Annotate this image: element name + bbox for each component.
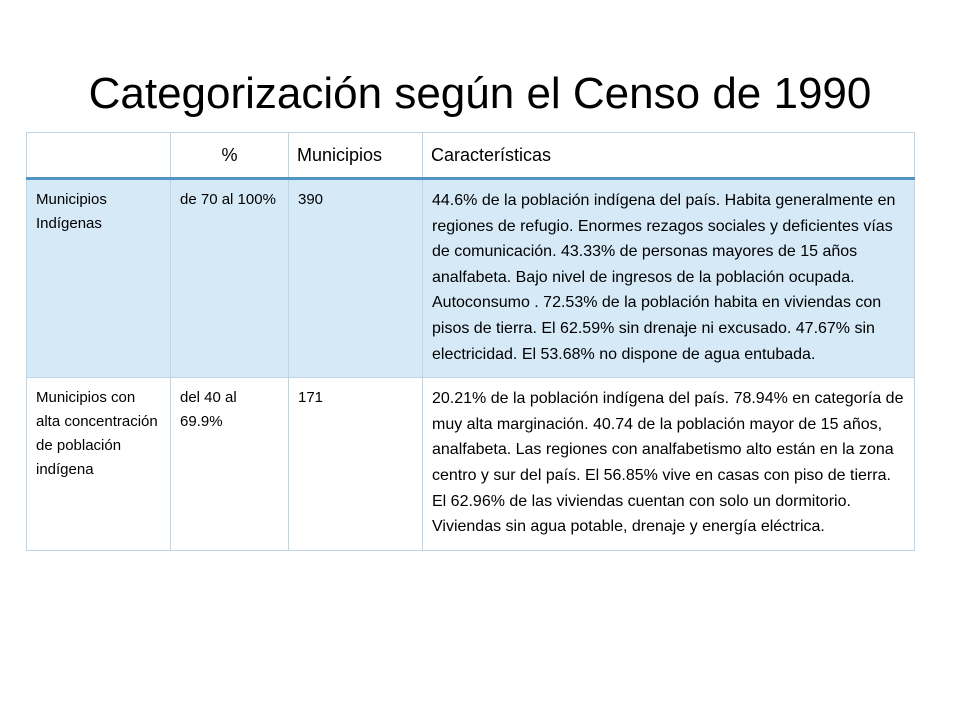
table-row (27, 179, 915, 378)
page-title: Categorización según el Censo de 1990 (88, 69, 872, 118)
cell-percent: del 40 al 69.9% (171, 378, 289, 551)
cell-percent: de 70 al 100% (171, 179, 289, 378)
cell-municipios: 390 (289, 179, 423, 378)
cell-caracteristicas: 44.6% de la población indígena del país. Habita generalmente en regiones de refugio. Enormes rezagos sociales y deficientes vías de comunicación. 43.33% de personas mayores de 15 años analfabeta. Bajo nivel de ingresos de la población ocupada. Autoconsumo . 72.53% de la población habita en viviendas con pisos de tierra. El 62.59% sin drenaje ni excusado. 47.67% sin electricidad. El 53.68% no dispone de agua entubada. (423, 179, 915, 378)
cell-category: Municipios con alta concentración de población indígena (27, 378, 171, 551)
census-table-container (26, 132, 914, 551)
header-caracteristicas: Características (423, 133, 915, 179)
header-municipios: Municipios (289, 133, 423, 179)
table-header-row (27, 133, 915, 179)
header-percent: % (171, 133, 289, 179)
cell-municipios: 171 (289, 378, 423, 551)
cell-category: Municipios Indígenas (27, 179, 171, 378)
census-table (26, 132, 915, 551)
table-row (27, 378, 915, 551)
header-category (27, 133, 171, 179)
cell-caracteristicas: 20.21% de la población indígena del país. 78.94% en categoría de muy alta marginación. 40.74 de la población mayor de 15 años, analfabeta. Las regiones con analfabetismo alto están en la zona centro y sur del país. El 56.85% vive en casas con piso de tierra. El 62.96% de las viviendas cuentan con solo un dormitorio. Viviendas sin agua potable, drenaje y energía eléctrica. (423, 378, 915, 551)
